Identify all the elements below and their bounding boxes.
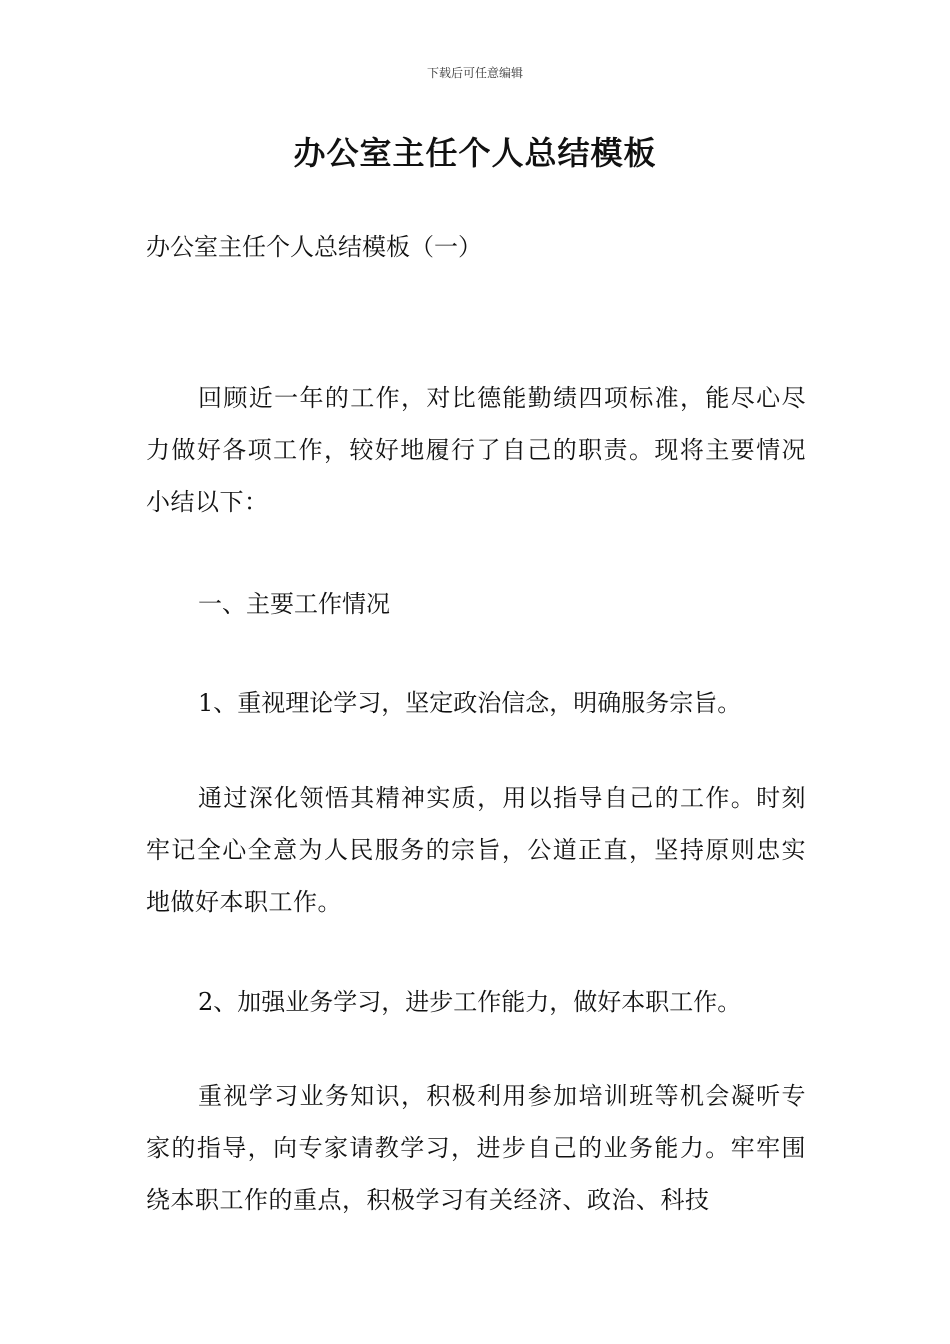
intro-paragraph: 回顾近一年的工作，对比德能勤绩四项标准，能尽心尽力做好各项工作，较好地履行了自己的职责。现将主要情况小结以下： — [146, 384, 806, 516]
document-title: 办公室主任个人总结模板 — [293, 134, 657, 172]
main-heading: 一、主要工作情况 — [198, 590, 390, 618]
item1-heading: 1、重视理论学习，坚定政治信念，明确服务宗旨。 — [198, 689, 742, 717]
item2-heading: 2、加强业务学习，进步工作能力，做好本职工作。 — [198, 988, 742, 1016]
section-title: 办公室主任个人总结模板（一） — [146, 233, 482, 261]
item2-body-paragraph: 重视学习业务知识，积极利用参加培训班等机会凝听专家的指导，向专家请教学习，进步自己的业务能力。牢牢围绕本职工作的重点，积极学习有关经济、政治、科技 — [146, 1082, 806, 1214]
item1-body-paragraph: 通过深化领悟其精神实质，用以指导自己的工作。时刻牢记全心全意为人民服务的宗旨，公道正直，坚持原则忠实地做好本职工作。 — [146, 784, 806, 916]
header-note: 下载后可任意编辑 — [426, 66, 523, 80]
